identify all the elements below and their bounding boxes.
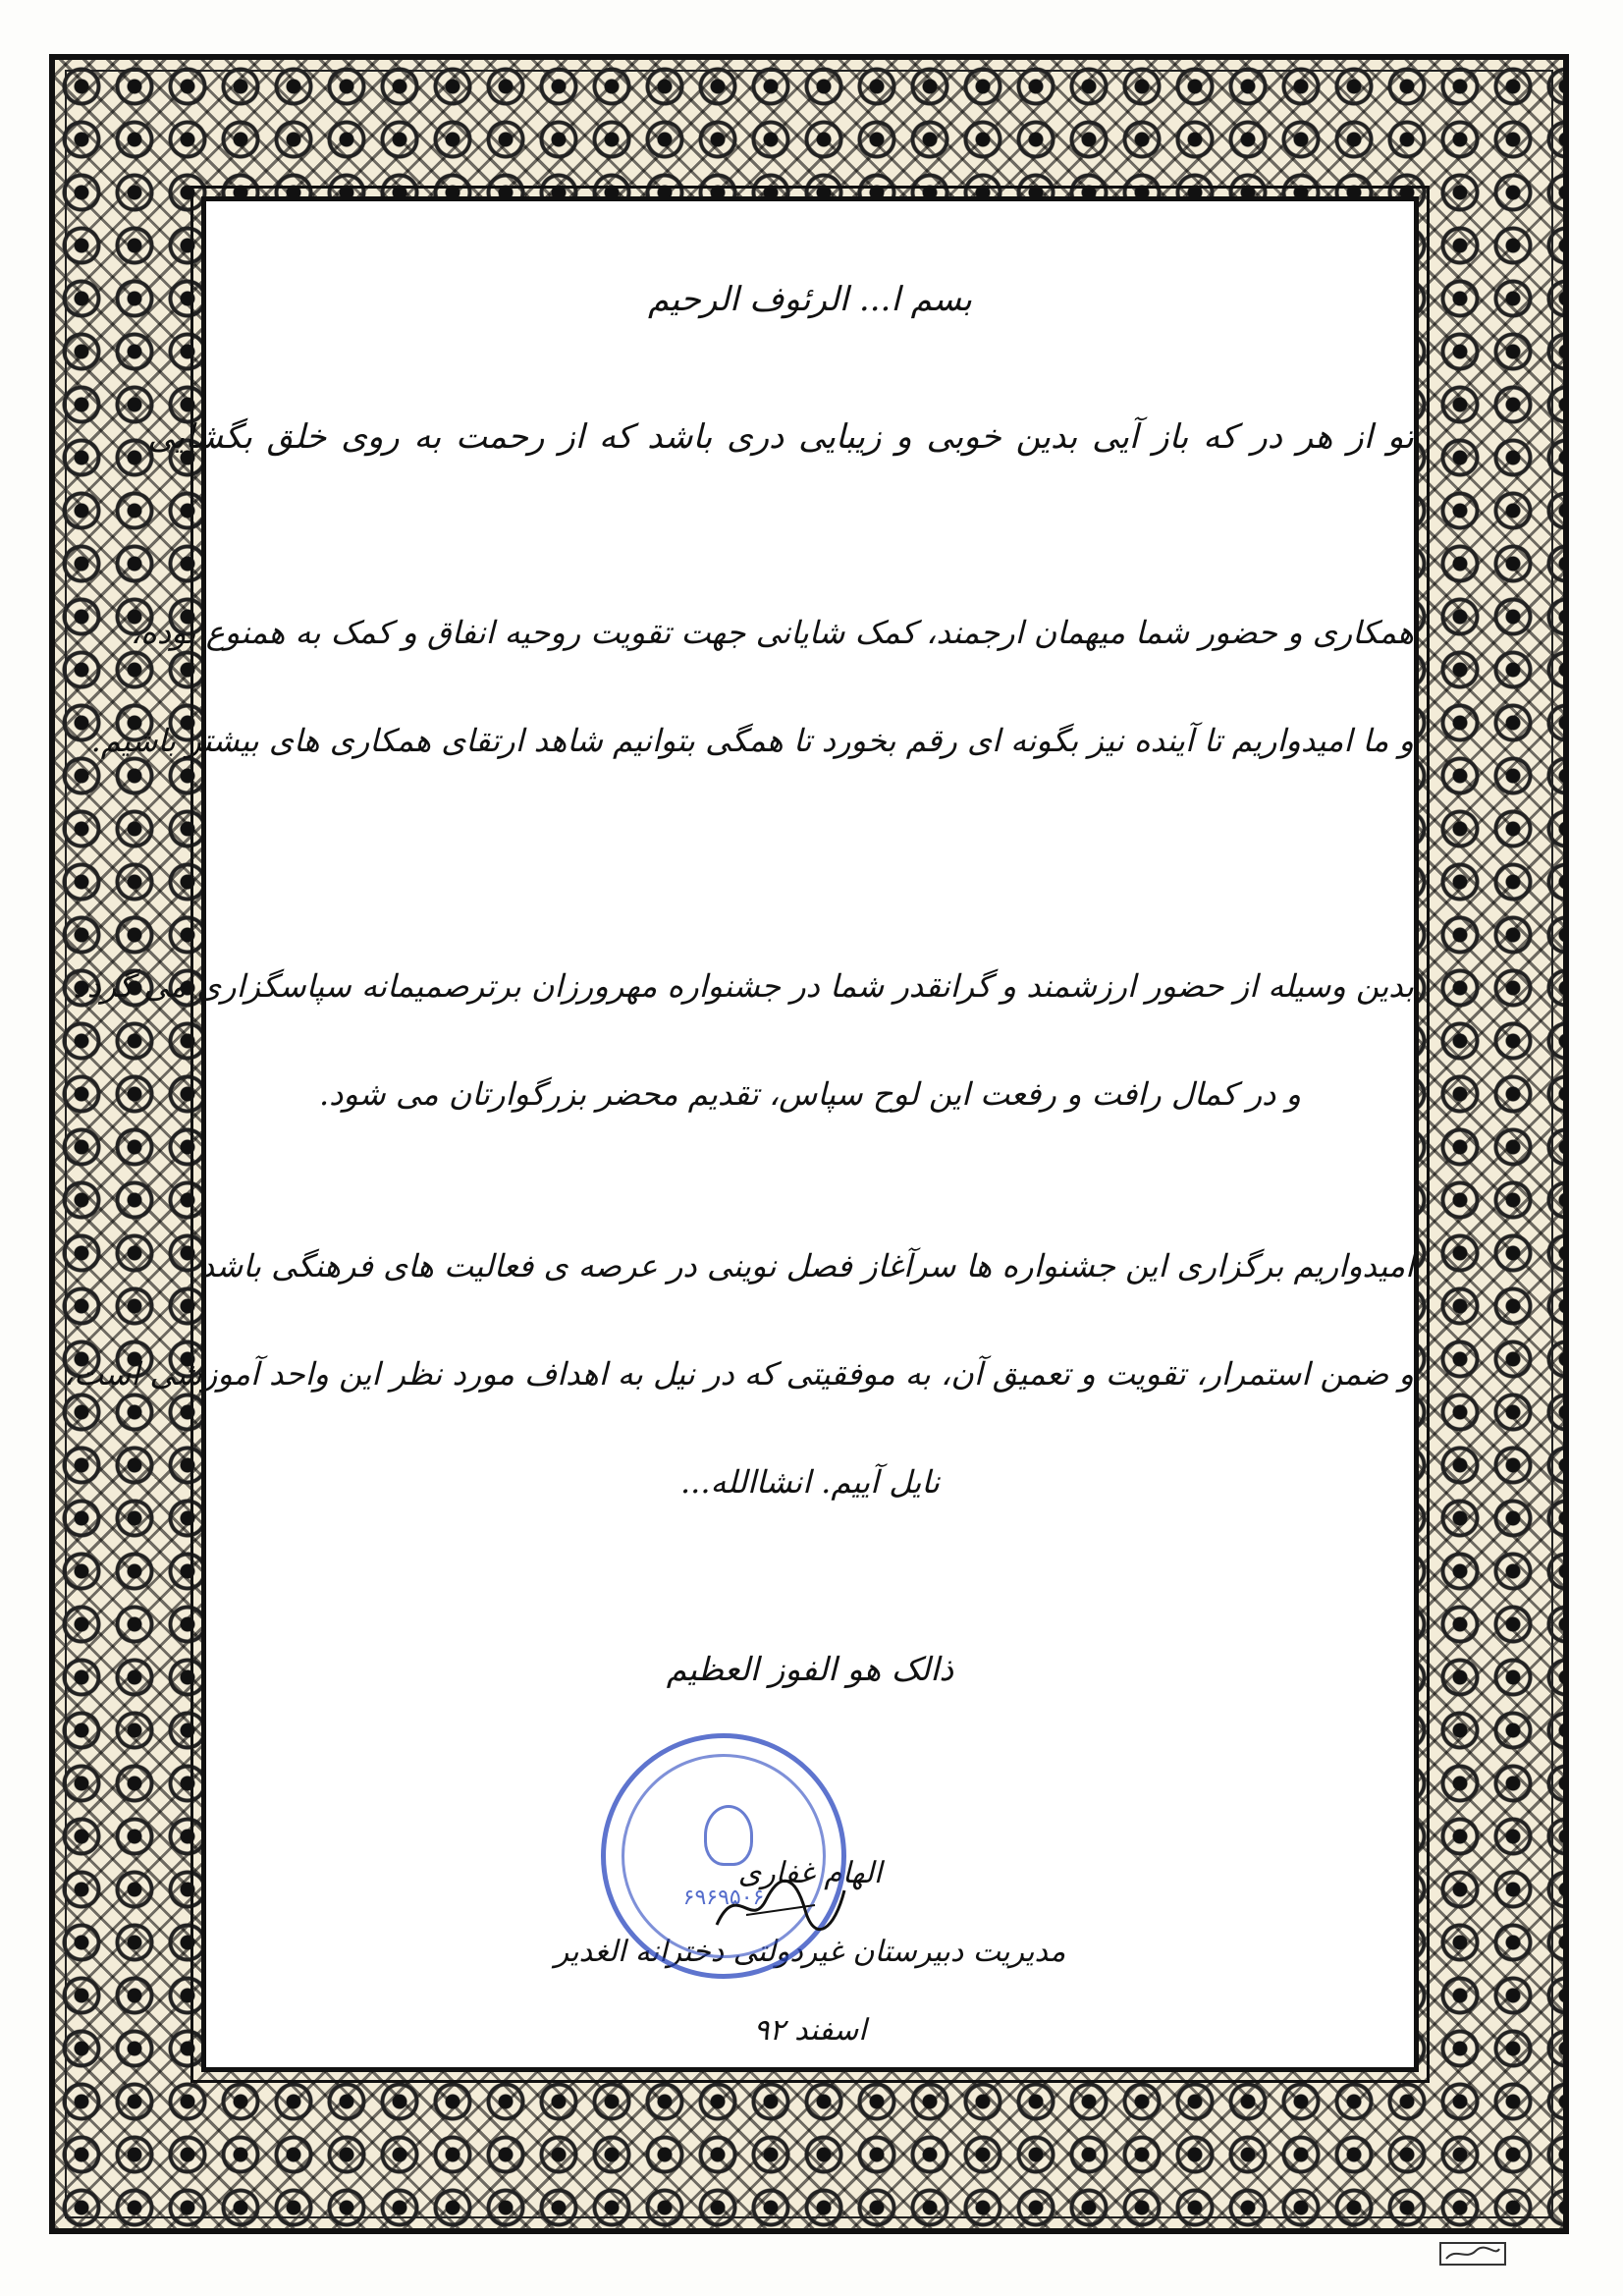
paragraph-1-line-2: و ما امیدواریم تا آینده نیز بگونه ای رقم بخورد تا همگی بتوانیم شاهد ارتقای همکاری های بیشتر باشیم. bbox=[90, 722, 1414, 759]
paragraph-1-line-1: همکاری و حضور شما میهمان ارجمند، کمک شایانی جهت تقویت روحیه انفاق و کمک به همنوع بوده، bbox=[130, 614, 1414, 651]
poem-verse: تو از هر در که باز آیی بدین خوبی و زیبایی دری باشد که از رحمت به روی خلق بگشایی bbox=[147, 417, 1414, 457]
handwritten-signature bbox=[707, 1871, 854, 1940]
paragraph-2-line-1: بدین وسیله از حضور ارزشمند و گرانقدر شما در جشنواره مهرورزان برترصمیمانه سپاسگزاری می گردد bbox=[73, 967, 1414, 1005]
stamp-number: ۶۹۶۹۵۰۶ bbox=[682, 1886, 765, 1910]
paragraph-3-line-3: نایل آییم. انشاالله... bbox=[679, 1463, 941, 1501]
paragraph-3-line-2: و ضمن استمرار، تقویت و تعمیق آن، به موفقیتی که در نیل به اهداف مورد نظر این واحد آموزشی است، bbox=[63, 1355, 1414, 1393]
basmala-heading: بسم ا... الرئوف الرحیم bbox=[647, 280, 973, 319]
stamp-emblem-icon bbox=[704, 1805, 753, 1866]
signatory-title: مدیریت دبیرستان غیردولتی دخترانه الغدیر bbox=[554, 1935, 1066, 1969]
printer-logo-icon bbox=[1438, 2239, 1507, 2269]
paragraph-3-line-1: امیدواریم برگزاری این جشنواره ها سرآغاز فصل نوینی در عرصه ی فعالیت های فرهنگی باشد bbox=[199, 1247, 1414, 1285]
closing-phrase: ذالک هو الفوز العظیم bbox=[666, 1650, 954, 1688]
signature-date: اسفند ۹۲ bbox=[753, 2013, 867, 2048]
paragraph-2-line-2: و در کمال رافت و رفعت این لوح سپاس، تقدیم محضر بزرگوارتان می شود. bbox=[318, 1075, 1302, 1113]
school-stamp bbox=[601, 1733, 846, 1979]
signatory-name: الهام غفاری bbox=[737, 1856, 883, 1890]
